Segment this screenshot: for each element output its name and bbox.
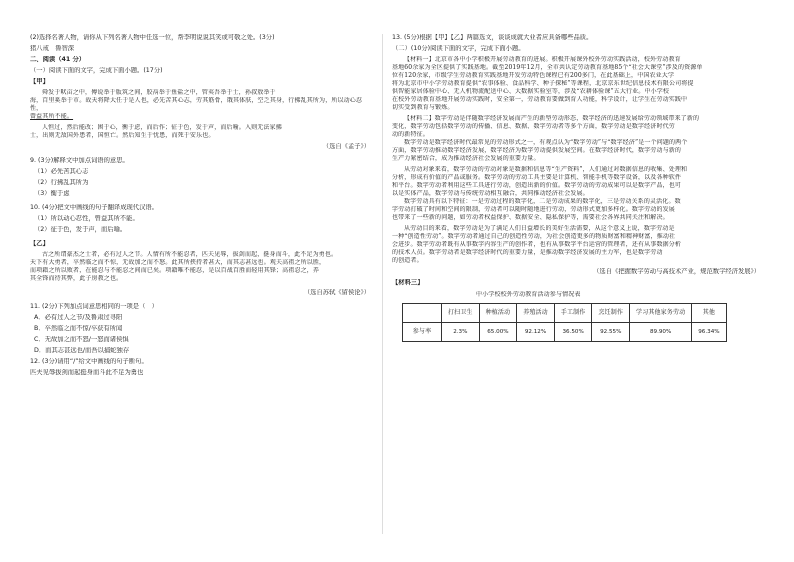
left-column xyxy=(30,34,374,377)
material-line: 分析，形成有价值的产品或服务。数字劳动的劳动工具主要是计算机、智能手机等数字设备，以及各种软件 xyxy=(392,174,682,181)
material-line: 基地60余家为全区提供了实践基地。截至2019年12月，全市共认定劳动教育基地85个“社会大课堂”涉及的资源单 xyxy=(392,64,703,71)
passage-line: 而项籍之所以败者，在能忍与不能忍之间而已矣。项籍唯不能忍，是以百战百胜而轻用其锋；高祖忍之，养 xyxy=(30,267,320,274)
material-line: 以是实体产品，数字劳动与传统劳动相互融合，共同推动经济社会发展。 xyxy=(392,190,589,197)
material-line: 数字劳动是数字经济时代最常见的劳动形式之一，有观点认为“数字劳动”与“数字经济”是一个问题的两个 xyxy=(404,139,688,146)
q9-item-1: （1）必先苦其心志 xyxy=(34,168,89,175)
table-header-cell xyxy=(403,304,442,323)
passage-yi-tag: 【乙】 xyxy=(30,240,49,247)
material-line: 字劳动打破了时间和空间的限制，劳动者可以随时随地进行劳动，劳动形式更加多样化。数字劳动的发展 xyxy=(392,206,675,213)
participation-table xyxy=(402,303,727,342)
passage-line: 士，出则无敌国外患者，国恒亡。然后知生于忧患，而死于安乐也。 xyxy=(30,132,215,139)
passage-yi-source: （选自苏轼《留侯论》） xyxy=(303,289,370,296)
table-cell: 36.50% xyxy=(554,323,592,342)
table-cell: 92.12% xyxy=(517,323,555,342)
passage-line: 舜发于畎亩之中，傅说举于版筑之间，胶鬲举于鱼盐之中，管夷吾举于士，孙叔敖举于 xyxy=(42,89,276,96)
table-header-cell: 其他 xyxy=(692,304,726,323)
passage-line: 天下有大勇者，卒然临之而不惊，无故加之而不怒。此其所挟持者甚大，而其志甚远也。观夫高祖之所以胜， xyxy=(30,259,326,266)
q10-item-1: （1）所以动心忍性，曾益其所不能。 xyxy=(34,215,139,222)
q12-sentence: 匹夫见辱拔剑而起挺身而斗此不足为勇也 xyxy=(30,369,144,376)
passage-line: 海，百里奚举于市。故天将降大任于是人也，必先苦其心志，劳其筋骨，饿其体肤，空乏其身，行拂乱其所为，所以动心忍性， xyxy=(30,97,363,112)
material-line: 切实受到教育与锻炼。 xyxy=(392,104,454,111)
table-cell: 65.00% xyxy=(479,323,517,342)
material-3-tag: 【材料三】 xyxy=(392,279,424,286)
table-header-cell: 手工制作 xyxy=(554,304,592,323)
material-2 xyxy=(392,115,764,265)
material-line: 一种“创造性劳动”。数字劳动者通过自己的创造性劳动，为社会创造更多的物质财富和精神财富，推动社 xyxy=(392,233,676,240)
material-line: 位有120余家，市级学生劳动教育实践基地开发劳动特色课程已有200多门，在此基础上，中国农业大学 xyxy=(392,72,675,79)
material-line: 会进步。数字劳动者既有从事数字内容生产的创作者，也有从事数字平台运营的管理者，还有从事数据分析 xyxy=(392,241,682,248)
table-header-cell: 打扫卫生 xyxy=(442,304,480,323)
passage-yi xyxy=(30,251,374,283)
q11-option-d: D．而其志甚远也/而吾以捕蛇独存 xyxy=(34,347,130,354)
material-line: 变化，数字劳动包括数字劳动的传播、信息、数据、数字劳动者等多个方面，数字劳动是数字经济时代劳 xyxy=(392,123,675,130)
material-line: 和平台。数字劳动者利用这些工具进行劳动，创造出新的价值。数字劳动的劳动成果可以是数字产品，也可 xyxy=(392,182,682,189)
material-line: 的技术人员。数字劳动者是数字经济时代的重要力量，是推动数字经济发展的主力军，也是数字劳动 xyxy=(392,249,663,256)
q11-option-c: C．无故加之而不怒/一怒而诸侯惧 xyxy=(34,336,129,343)
question-12: 12. (3分)请用“/”给文中画线的句子断句。 xyxy=(30,358,148,365)
question-11: 11. (2分)下列加点词意思相同的一项是（ ） xyxy=(30,303,158,310)
table-row xyxy=(403,323,727,342)
question-10: 10. (4分)把文中画线的句子翻译成现代汉语。 xyxy=(30,204,158,211)
part1-intro: （一）阅读下面的文字，完成下面小题。(17分) xyxy=(30,67,163,74)
person-options: 猪八戒 鲁智深 xyxy=(30,45,75,52)
material-line: 生产力紧密结合，成为推动经济社会发展的重要力量。 xyxy=(392,155,540,162)
material-line: 的创造者。 xyxy=(392,257,423,264)
table-header-cell: 烹饪制作 xyxy=(592,304,630,323)
question-13: 13. (5分)根据【甲】【乙】两篇选文，谈谈成就大业者应具备哪些品质。 xyxy=(392,34,593,41)
material-1 xyxy=(392,56,764,112)
material-line: 也带来了一些新的问题，如劳动者权益保护、数据安全、隐私保护等，需要社会各界共同关注和解决。 xyxy=(392,214,669,221)
material-line: 从劳动目的来看，数字劳动是为了满足人们日益增长的美好生活需要，从这个意义上说，数字劳动是 xyxy=(404,225,675,232)
table-caption: 中小学校校外劳动教育活动参与情况表 xyxy=(476,291,581,298)
material-line: 【材料一】北京市各中小学积极开展劳动教育的进展。积极开展课外校外劳动实践活动，校外劳动教育 xyxy=(404,56,681,63)
material-line: 在校外劳动教育基地开展劳动实践时，安全第一，劳动教育要做到育人功能，科学设计，让学生在劳动实践中 xyxy=(392,96,688,103)
table-cell: 96.34% xyxy=(692,323,726,342)
material-line: 供智能家居体验中心、无人机物流配送中心、大数据实验室等，涉及“农耕体验课”五大行业。中小学校 xyxy=(392,88,670,95)
material-line: 数字劳动具有以下特征：一是劳动过程的数字化，二是劳动成果的数字化，三是劳动关系的灵活化。数 xyxy=(404,198,681,205)
passage-jia xyxy=(30,89,374,140)
q11-option-a: A．必有过人之节/及鲁肃过寻阳 xyxy=(34,314,123,321)
table-cell: 2.3% xyxy=(442,323,480,342)
passage-line-underlined: 曾益其所不能。 xyxy=(30,113,74,120)
question-9: 9. (3分)解释文中加点词语的意思。 xyxy=(30,157,129,164)
material-line: 动的新特征。 xyxy=(392,131,429,138)
passage-line: 古之所谓豪杰之士者，必有过人之节。人情有所不能忍者，匹夫见辱，拔剑而起，挺身而斗，此不足为勇也。 xyxy=(42,251,338,258)
passage-line: 其全锋而待其弊，此子房教之也。 xyxy=(30,275,123,282)
material-line: 从劳动对象来看，数字劳动的劳动对象是数据和信息等“生产资料”，人们通过对数据信息的收集、处理和 xyxy=(404,166,688,173)
table-header-cell: 养殖活动 xyxy=(517,304,555,323)
material-line: 方面，数字劳动推动数字经济发展，数字经济为数字劳动提供发展空间。在数字经济时代，数字劳动与新的 xyxy=(392,147,682,154)
passage-jia-source: （选自《孟子》） xyxy=(322,143,370,150)
column-divider xyxy=(382,34,383,534)
part2-intro: （二）(10分)阅读下面的文字，完成下面小题。 xyxy=(392,45,525,52)
q9-item-2: （2）行拂乱其所为 xyxy=(34,179,89,186)
passage-line: 人恒过，然后能改；困于心，衡于虑，而后作；征于色，发于声，而后喻。入则无法家拂 xyxy=(42,124,282,131)
material-line: 将为北京市中小学劳动教育提供“农事体验、食品科学、种子探秘”等课程，北京京东世纪信息技术有限公司将提 xyxy=(392,80,694,87)
section-reading-title: 二、阅读（41 分） xyxy=(30,56,86,63)
table-header-cell: 学习其他家务劳动 xyxy=(630,304,692,323)
material-2-source: （选自《把握数字劳动与高技术产业，规范数字经济发展》） xyxy=(593,268,760,275)
table-cell: 89.90% xyxy=(630,323,692,342)
passage-jia-tag: 【甲】 xyxy=(30,78,49,85)
material-line: 【材料二】数字劳动是伴随数字经济发展而产生的新型劳动形态，数字经济的迅速发展给劳动领域带来了新的 xyxy=(404,115,700,122)
table-cell: 92.55% xyxy=(592,323,630,342)
table-header-row xyxy=(403,304,727,323)
q11-option-b: B．卒然临之而不惊/卒获有所闻 xyxy=(34,325,123,332)
q9-item-3: （3）衡于虑 xyxy=(34,190,70,197)
table-header-cell: 种植活动 xyxy=(479,304,517,323)
table-row-label: 参与率 xyxy=(403,323,442,342)
q10-item-2: （2）征于色，发于声，而后喻。 xyxy=(34,226,127,233)
question-choose-person: (2)选择名著人物，请你从下列名著人物中任选一位，帮李明说说其笑或可敬之处。(3分) xyxy=(30,34,275,41)
right-column xyxy=(392,34,764,342)
